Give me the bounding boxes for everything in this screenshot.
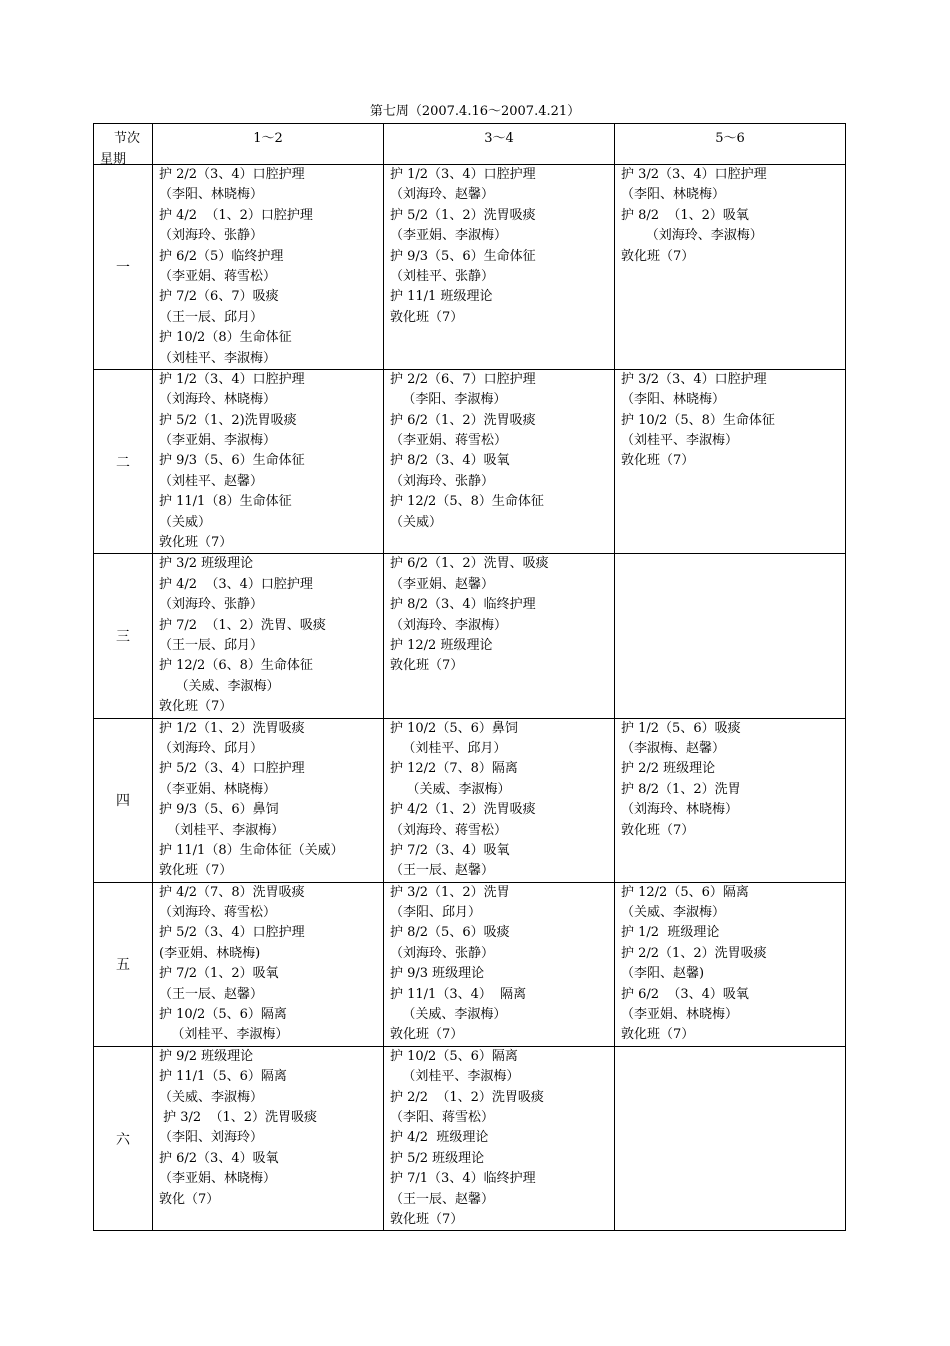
class-entry-line: （刘海玲、李淑梅） bbox=[621, 228, 763, 244]
class-entry-line: 护 10/2（5、6）隔离 bbox=[159, 1007, 287, 1023]
class-entry-line: （王一辰、赵馨） bbox=[390, 1191, 495, 1207]
class-entry-line: （刘桂平、李淑梅） bbox=[390, 1069, 520, 1085]
header-corner-cell bbox=[94, 124, 153, 165]
header-period-label: 节次 bbox=[113, 131, 140, 146]
class-entry-line: （李亚娟、李淑梅） bbox=[390, 228, 508, 244]
class-entry-line: （刘海玲、李淑梅） bbox=[390, 617, 508, 633]
class-entry-line: （刘海玲、张静） bbox=[390, 945, 495, 961]
schedule-cell bbox=[384, 165, 615, 370]
schedule-row bbox=[94, 369, 846, 554]
weekday-cell: 四 bbox=[94, 718, 153, 882]
class-entry-line: 护 4/2（7、8）洗胃吸痰 bbox=[159, 884, 305, 900]
class-entry-line: （关威、李淑梅） bbox=[159, 678, 280, 694]
schedule-cell bbox=[615, 554, 846, 718]
class-entry-line: 护 1/2（3、4）口腔护理 bbox=[159, 371, 305, 387]
class-entry-line: 护 5/2（1、2）洗胃吸痰 bbox=[390, 207, 536, 223]
class-entry-line: 护 5/2（3、4）口腔护理 bbox=[159, 925, 305, 941]
class-entry-line: （李亚娟、林晓梅） bbox=[159, 1171, 277, 1187]
class-entry-line: （关威） bbox=[159, 514, 212, 530]
class-entry-line: （刘桂平、张静） bbox=[390, 268, 495, 284]
schedule-row bbox=[94, 882, 846, 1046]
class-entry-line: （李阳、林晓梅） bbox=[621, 187, 726, 203]
class-entry-line: 敦化班（7） bbox=[390, 1211, 464, 1227]
schedule-row bbox=[94, 165, 846, 370]
class-entry-line: 护 7/2（3、4）吸氧 bbox=[390, 842, 510, 858]
class-entry-line: 敦化班（7） bbox=[390, 309, 464, 325]
class-entry-line: 护 9/3（5、6）鼻饲 bbox=[159, 802, 279, 818]
schedule-cell bbox=[153, 369, 384, 554]
class-entry-line: （李亚娟、蒋雪松） bbox=[159, 268, 277, 284]
schedule-cell bbox=[384, 882, 615, 1046]
schedule-cell bbox=[384, 718, 615, 882]
class-entry-line: （李阳、赵馨) bbox=[621, 966, 705, 982]
class-entry-line: 护 6/2（1、2）洗胃吸痰 bbox=[390, 412, 536, 428]
class-entry-line: （李亚娟、林晓梅） bbox=[159, 781, 277, 797]
class-entry-line: 护 1/2（1、2）洗胃吸痰 bbox=[159, 720, 305, 736]
class-entry-line: 护 6/2 （3、4）吸氧 bbox=[621, 986, 749, 1002]
class-entry-line: 敦化班（7） bbox=[621, 1027, 695, 1043]
class-entry-line: （李亚娟、蒋雪松） bbox=[390, 433, 508, 449]
header-weekday-label: 星期 bbox=[100, 152, 127, 167]
weekday-cell: 六 bbox=[94, 1046, 153, 1231]
class-entry-line: 护 7/1（3、4）临终护理 bbox=[390, 1171, 536, 1187]
class-entry-line: 护 2/2 班级理论 bbox=[621, 761, 716, 777]
weekday-cell: 二 bbox=[94, 369, 153, 554]
class-entry-line: （李阳、蒋雪松） bbox=[390, 1109, 495, 1125]
class-entry-line: 护 8/2（3、4）临终护理 bbox=[390, 597, 536, 613]
class-entry-line: 护 5/2（1、2)洗胃吸痰 bbox=[159, 412, 297, 428]
class-entry-line: （刘海玲、张静） bbox=[390, 473, 495, 489]
class-entry-line: （李亚娟、李淑梅） bbox=[159, 433, 277, 449]
class-entry-line: （刘桂平、赵馨） bbox=[159, 473, 264, 489]
class-entry-line: 护 3/2 （1、2）洗胃吸痰 bbox=[159, 1109, 317, 1125]
header-slot-3: 5～6 bbox=[615, 124, 846, 165]
class-entry-line: 护 9/3（5、6）生命体征 bbox=[159, 453, 305, 469]
class-entry-line: 护 2/2 （1、2）洗胃吸痰 bbox=[390, 1089, 544, 1105]
class-entry-line: 敦化班（7） bbox=[390, 1027, 464, 1043]
schedule-row bbox=[94, 1046, 846, 1231]
schedule-cell bbox=[615, 369, 846, 554]
schedule-cell bbox=[384, 1046, 615, 1231]
class-entry-line: （刘桂平、李淑梅） bbox=[621, 433, 739, 449]
class-entry-line: 护 9/2 班级理论 bbox=[159, 1048, 254, 1064]
class-entry-line: （刘海玲、蒋雪松） bbox=[390, 822, 508, 838]
schedule-title: 第七周（2007.4.16～2007.4.21） bbox=[369, 104, 581, 119]
header-slot-1: 1～2 bbox=[153, 124, 384, 165]
class-entry-line: （王一辰、赵馨） bbox=[390, 863, 495, 879]
class-entry-line: 护 5/2 班级理论 bbox=[390, 1150, 485, 1166]
weekday-cell: 五 bbox=[94, 882, 153, 1046]
class-entry-line: 护 4/2 （1、2）口腔护理 bbox=[159, 207, 313, 223]
schedule-cell bbox=[615, 1046, 846, 1231]
class-entry-line: 敦化班（7） bbox=[159, 535, 233, 551]
class-entry-line: 护 2/2（1、2）洗胃吸痰 bbox=[621, 945, 767, 961]
class-entry-line: 护 3/2（3、4）口腔护理 bbox=[621, 167, 767, 182]
class-entry-line: （刘桂平、邱月） bbox=[390, 740, 507, 756]
class-entry-line: 护 10/2（5、8）生命体征 bbox=[621, 412, 775, 428]
class-entry-line: 护 1/2（3、4）口腔护理 bbox=[390, 167, 536, 182]
class-entry-line: （刘海玲、林晓梅） bbox=[159, 392, 277, 408]
schedule-row bbox=[94, 554, 846, 718]
class-entry-line: 护 9/3（5、6）生命体征 bbox=[390, 248, 536, 264]
class-entry-line: （刘海玲、赵馨） bbox=[390, 187, 495, 203]
class-entry-line: 护 12/2（7、8）隔离 bbox=[390, 761, 518, 777]
schedule-cell bbox=[153, 165, 384, 370]
class-entry-line: （刘海玲、邱月） bbox=[159, 740, 264, 756]
schedule-cell bbox=[615, 165, 846, 370]
schedule-body bbox=[94, 165, 846, 1231]
class-entry-line: 护 12/2（5、6）隔离 bbox=[621, 884, 749, 900]
class-entry-line: (李亚娟、林晓梅) bbox=[159, 945, 261, 961]
schedule-cell bbox=[153, 882, 384, 1046]
class-entry-line: 敦化班（7） bbox=[621, 822, 695, 838]
header-slot-2: 3～4 bbox=[384, 124, 615, 165]
class-entry-line: （王一辰、邱月） bbox=[159, 637, 264, 653]
class-entry-line: 护 11/1 班级理论 bbox=[390, 289, 493, 305]
class-entry-line: 护 8/2 （1、2）吸氧 bbox=[621, 207, 749, 223]
class-entry-line: 护 10/2（5、6）鼻饲 bbox=[390, 720, 518, 736]
class-entry-line: （李阳、刘海玲） bbox=[159, 1130, 264, 1146]
schedule-cell bbox=[615, 718, 846, 882]
class-entry-line: （关威、李淑梅） bbox=[159, 1089, 264, 1105]
class-entry-line: 护 1/2 班级理论 bbox=[621, 925, 720, 941]
class-entry-line: 护 7/2 （1、2）洗胃、吸痰 bbox=[159, 617, 326, 633]
schedule-cell bbox=[153, 554, 384, 718]
class-entry-line: 护 10/2（5、6）隔离 bbox=[390, 1048, 518, 1064]
class-entry-line: 护 11/1（5、6）隔离 bbox=[159, 1069, 287, 1085]
schedule-cell bbox=[384, 554, 615, 718]
class-entry-line: 护 4/2 （3、4）口腔护理 bbox=[159, 576, 313, 592]
class-entry-line: （关威、李淑梅） bbox=[621, 905, 726, 921]
class-entry-line: 护 1/2（5、6）吸痰 bbox=[621, 720, 741, 736]
header-row bbox=[94, 124, 846, 165]
class-entry-line: 护 2/2（3、4）口腔护理 bbox=[159, 167, 305, 182]
class-entry-line: 护 8/2（3、4）吸氧 bbox=[390, 453, 510, 469]
class-entry-line: （王一辰、邱月） bbox=[159, 309, 264, 325]
class-entry-line: （李阳、李淑梅） bbox=[390, 392, 507, 408]
class-entry-line: （李亚娟、赵馨） bbox=[390, 576, 495, 592]
class-entry-line: 护 11/1（3、4） 隔离 bbox=[390, 986, 527, 1002]
class-entry-line: （李阳、林晓梅） bbox=[159, 187, 264, 203]
class-entry-line: 护 2/2（6、7）口腔护理 bbox=[390, 371, 536, 387]
class-entry-line: 敦化班（7） bbox=[621, 453, 695, 469]
weekday-cell: 一 bbox=[94, 165, 153, 370]
schedule-cell bbox=[153, 718, 384, 882]
class-entry-line: （刘海玲、张静） bbox=[159, 597, 264, 613]
class-entry-line: （王一辰、赵馨） bbox=[159, 986, 264, 1002]
class-entry-line: 护 7/2（6、7）吸痰 bbox=[159, 289, 279, 305]
class-entry-line: （李淑梅、赵馨） bbox=[621, 740, 726, 756]
class-entry-line: （刘桂平、李淑梅） bbox=[159, 350, 277, 366]
class-entry-line: 敦化班（7） bbox=[159, 699, 233, 715]
class-entry-line: 护 3/2（1、2）洗胃 bbox=[390, 884, 510, 900]
class-entry-line: 护 12/2（5、8）生命体征 bbox=[390, 494, 544, 510]
class-entry-line: 敦化班（7） bbox=[159, 863, 233, 879]
class-entry-line: 护 11/1（8）生命体征（关威） bbox=[159, 842, 344, 858]
class-entry-line: 敦化班（7） bbox=[621, 248, 695, 264]
class-entry-line: 护 11/1（8）生命体征 bbox=[159, 494, 292, 510]
class-entry-line: 护 3/2（3、4）口腔护理 bbox=[621, 371, 767, 387]
class-entry-line: 护 10/2（8）生命体征 bbox=[159, 330, 292, 346]
class-entry-line: 护 7/2（1、2）吸氧 bbox=[159, 966, 279, 982]
class-entry-line: （刘海玲、张静） bbox=[159, 228, 264, 244]
class-entry-line: 护 6/2（1、2）洗胃、吸痰 bbox=[390, 556, 549, 572]
class-entry-line: 护 4/2 班级理论 bbox=[390, 1130, 489, 1146]
class-entry-line: 护 3/2 班级理论 bbox=[159, 556, 254, 572]
class-entry-line: （李亚娟、林晓梅） bbox=[621, 1007, 739, 1023]
schedule-table bbox=[93, 123, 846, 1231]
class-entry-line: 护 8/2（5、6）吸痰 bbox=[390, 925, 510, 941]
class-entry-line: 护 12/2 班级理论 bbox=[390, 637, 493, 653]
class-entry-line: 护 8/2（1、2）洗胃 bbox=[621, 781, 741, 797]
class-entry-line: （刘海玲、蒋雪松） bbox=[159, 905, 277, 921]
class-entry-line: （刘桂平、李淑梅） bbox=[159, 822, 285, 838]
class-entry-line: （李阳、邱月） bbox=[390, 905, 482, 921]
class-entry-line: 护 4/2（1、2）洗胃吸痰 bbox=[390, 802, 536, 818]
class-entry-line: （关威、李淑梅） bbox=[390, 781, 511, 797]
schedule-cell bbox=[153, 1046, 384, 1231]
schedule-row bbox=[94, 718, 846, 882]
class-entry-line: 护 6/2（3、4）吸氧 bbox=[159, 1150, 279, 1166]
class-entry-line: （刘桂平、李淑梅） bbox=[159, 1027, 289, 1043]
class-entry-line: （关威） bbox=[390, 514, 443, 530]
class-entry-line: （李阳、林晓梅） bbox=[621, 392, 726, 408]
class-entry-line: 护 9/3 班级理论 bbox=[390, 966, 485, 982]
class-entry-line: 护 5/2（3、4）口腔护理 bbox=[159, 761, 305, 777]
class-entry-line: （刘海玲、林晓梅） bbox=[621, 802, 739, 818]
class-entry-line: （关威、李淑梅） bbox=[390, 1007, 507, 1023]
schedule-cell bbox=[615, 882, 846, 1046]
class-entry-line: 敦化班（7） bbox=[390, 658, 464, 674]
schedule-cell bbox=[384, 369, 615, 554]
class-entry-line: 敦化（7） bbox=[159, 1191, 220, 1207]
class-entry-line: 护 6/2（5）临终护理 bbox=[159, 248, 284, 264]
weekday-cell: 三 bbox=[94, 554, 153, 718]
class-entry-line: 护 12/2（6、8）生命体征 bbox=[159, 658, 313, 674]
